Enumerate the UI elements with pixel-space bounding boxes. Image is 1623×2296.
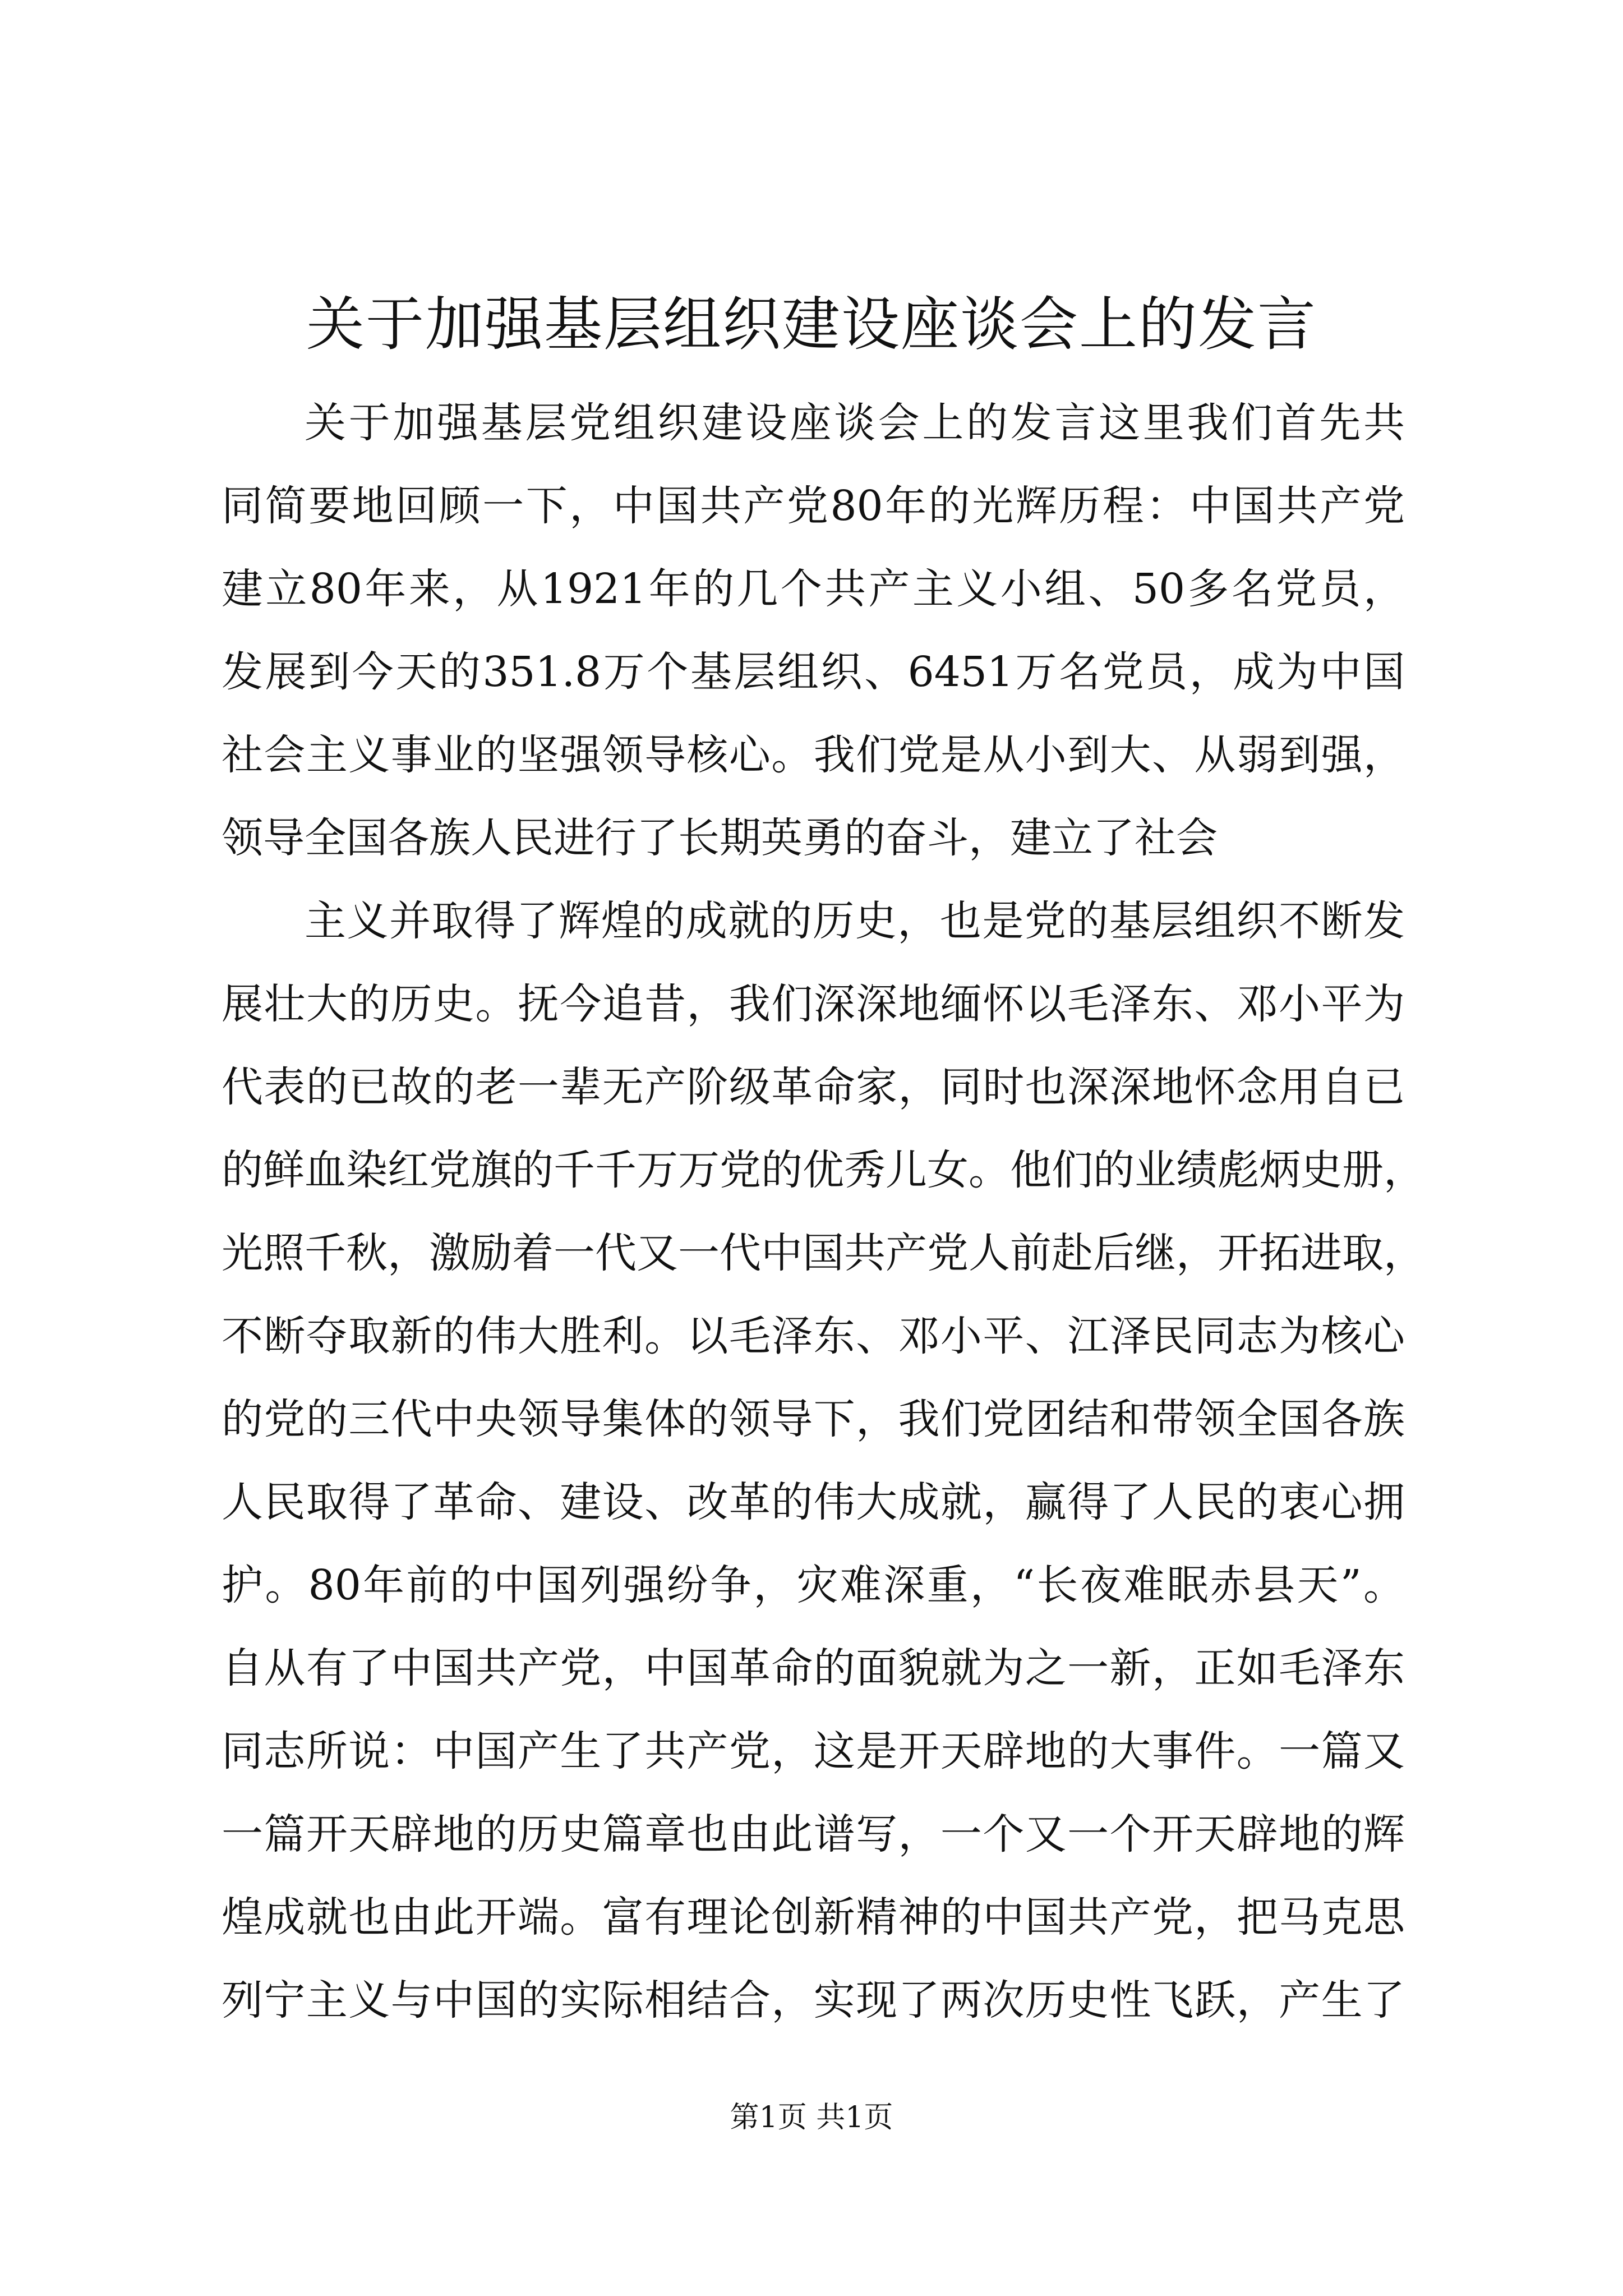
text-line: 领导全国各族人民进行了长期英勇的奋斗，建立了社会 (222, 814, 1218, 862)
text-line: 的党的三代中央领导集体的领导下，我们党团结和带领全国各族 (222, 1395, 1405, 1443)
paragraph-2 (222, 880, 1425, 2042)
text-line: 的鲜血染红党旗的千千万万党的优秀儿女。他们的业绩彪炳史册， (222, 1146, 1425, 1194)
text-line: 自从有了中国共产党，中国革命的面貌就为之一新，正如毛泽东 (222, 1644, 1405, 1692)
text-line: 光照千秋，激励着一代又一代中国共产党人前赴后继，开拓进取， (222, 1229, 1425, 1277)
paragraph-1 (222, 381, 1405, 880)
text-line: 一篇开天辟地的历史篇章也由此谱写，一个又一个开天辟地的辉 (222, 1810, 1405, 1858)
text-line: 护。80年前的中国列强纷争，灾难深重，“长夜难眠赤县天”。 (222, 1561, 1405, 1609)
document-body (222, 381, 1425, 2042)
text-line: 列宁主义与中国的实际相结合，实现了两次历史性飞跃，产生了 (222, 1976, 1405, 2024)
text-line: 发展到今天的351.8万个基层组织、6451万名党员，成为中国 (222, 648, 1405, 696)
text-line: 同志所说：中国产生了共产党，这是开天辟地的大事件。一篇又 (222, 1727, 1405, 1775)
text-line: 代表的已故的老一辈无产阶级革命家，同时也深深地怀念用自已 (222, 1063, 1405, 1111)
text-line: 展壮大的历史。抚今追昔，我们深深地缅怀以毛泽东、邓小平为 (222, 980, 1405, 1028)
text-line: 社会主义事业的坚强领导核心。我们党是从小到大、从弱到强， (222, 731, 1405, 779)
text-line: 煌成就也由此开端。富有理论创新精神的中国共产党，把马克思 (222, 1893, 1405, 1941)
page-footer: 第1页 共1页 (730, 2101, 893, 2134)
text-line: 主义并取得了辉煌的成就的历史，也是党的基层组织不断发 (305, 897, 1405, 945)
text-line: 同简要地回顾一下，中国共产党80年的光辉历程：中国共产党 (222, 482, 1405, 530)
text-line: 不断夺取新的伟大胜利。以毛泽东、邓小平、江泽民同志为核心 (222, 1312, 1405, 1360)
text-line: 关于加强基层党组织建设座谈会上的发言这里我们首先共 (305, 399, 1405, 447)
text-line: 人民取得了革命、建设、改革的伟大成就，赢得了人民的衷心拥 (222, 1478, 1405, 1526)
document-title: 关于加强基层组织建设座谈会上的发言 (306, 290, 1317, 358)
text-line: 建立80年来，从1921年的几个共产主义小组、50多名党员， (222, 565, 1405, 613)
